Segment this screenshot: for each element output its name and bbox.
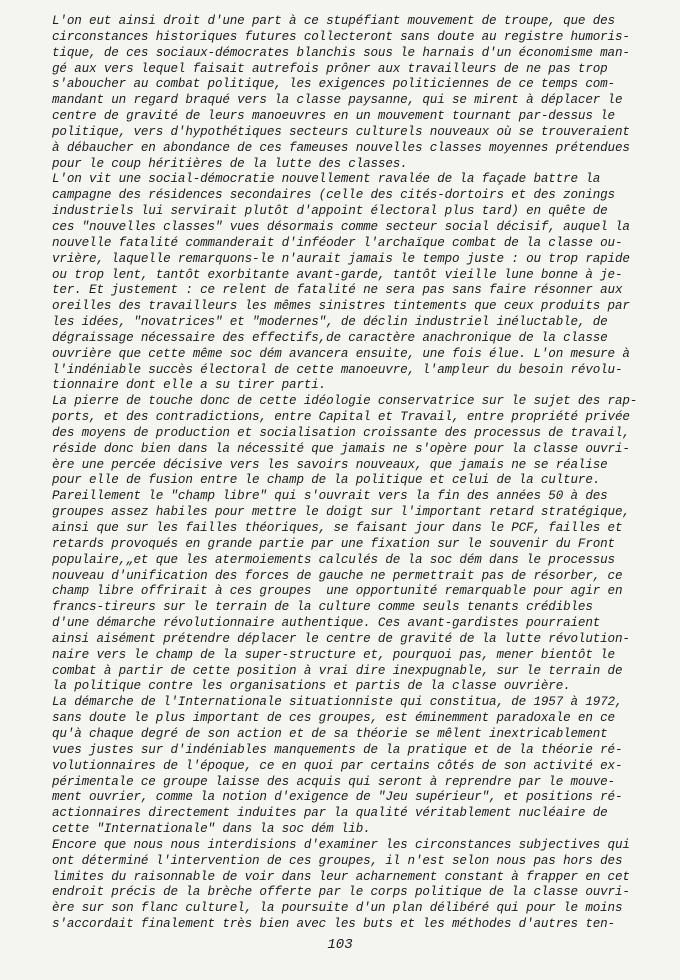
text-line: L'on vit une social-démocratie nouvellement ravalée de la façade battre la [52, 172, 601, 187]
text-line: s'accordait finalement très bien avec les buts et les méthodes d'autres ten- [52, 917, 615, 932]
text-line: pour le coup héritières de la lutte des classes. [52, 156, 408, 171]
text-line: les idées, "novatrices" et "modernes", de déclin industriel inéluctable, de [52, 315, 608, 330]
text-line: ainsi aisément prétendre déplacer le centre de gravité de la lutte révolution- [52, 631, 630, 646]
text-line: ère sur son flanc culturel, la poursuite d'un plan délibéré qui pour le moins [52, 901, 623, 916]
text-line: actionnaires directement induites par la qualité véritablement nucléaire de [52, 806, 608, 821]
text-line: ports, et des contradictions, entre Capital et Travail, entre propriété privée [52, 410, 630, 425]
text-line: endroit précis de la brèche offerte par le corps politique de la classe ouvri- [52, 885, 630, 900]
text-line: l'indéniable succès électoral de cette manoeuvre, l'ampleur du besoin révolu- [52, 362, 623, 377]
text-line: ment ouvrier, comme la notion d'exigence de "Jeu supérieur", et positions ré- [52, 790, 623, 805]
text-line: ainsi que sur les failles théoriques, se faisant jour dans le PCF, failles et [52, 521, 623, 535]
text-line: circonstances historiques futures collecteront sans doute au registre humoris- [52, 29, 630, 44]
text-line: ou trop lent, tantôt exorbitante avant-garde, tantôt vieille lune bonne à je- [52, 267, 623, 282]
text-line: tique, de ces sociaux-démocrates blanchis sous le harnais d'un économisme man- [52, 45, 630, 60]
text-line: périmentale ce groupe laisse des acquis qui seront à reprendre par le mouve- [52, 774, 615, 789]
text-line: des moyens de production et socialisation croissante des processus de travail, [52, 425, 630, 440]
text-line: nouveau d'unification des forces de gauche ne permettrait pas de résorber, ce [52, 568, 623, 583]
text-line: nouvelle fatalité commanderait d'inféoder l'archaïque combat de la classe ou- [52, 235, 623, 250]
text-line: champ libre offrirait à ces groupes une opportunité remarquable pour agir en [52, 584, 623, 599]
text-line: gé aux vers lequel faisait autrefois prôner aux travailleurs de ne pas trop [52, 61, 608, 76]
text-line: retards provoqués en grande partie par une fixation sur le souvenir du Front [52, 536, 615, 551]
text-line: à débaucher en abondance de ces fameuses nouvelles classes moyennes prétendues [52, 140, 630, 155]
text-line: limites du raisonnable de voir dans leur acharnement constant à frapper en cet [52, 869, 630, 884]
body-text [52, 14, 642, 933]
text-line: oreilles des travailleurs les mêmes sinistres tintements que ceux produits par [52, 299, 630, 314]
text-line: francs-tireurs sur le terrain de la culture comme seuls tenants crédibles [52, 600, 593, 615]
text-line: d'une démarche révolutionnaire authentique. Ces avant-gardistes pourraient [52, 616, 601, 631]
text-line: combat à partir de cette position à vrai dire inexpugnable, sur le terrain de [52, 663, 623, 678]
text-line: groupes assez habiles pour mettre le doigt sur l'important retard stratégique, [52, 505, 630, 520]
text-line: sans doute le plus important de ces groupes, est éminemment paradoxale en ce [52, 711, 615, 726]
text-line: campagne des résidences secondaires (celle des cités-dortoirs et des zonings [52, 188, 615, 203]
text-line: dégraissage nécessaire des effectifs,de caractère anachronique de la classe [52, 330, 608, 345]
text-line: pour elle de fusion entre le champ de la politique et celui de la culture. [52, 473, 601, 488]
text-line: La pierre de touche donc de cette idéologie conservatrice sur le sujet des rap- [52, 394, 638, 409]
text-line: volutionnaires de l'époque, ce en quoi par certains côtés de son activité ex- [52, 758, 623, 773]
text-line: populaire,„et que les atermoiements calculés de la soc dém dans le processus [52, 552, 615, 567]
text-line: la politique contre les organisations et partis de la classe ouvrière. [52, 679, 571, 694]
text-line: La démarche de l'Internationale situationniste qui constitua, de 1957 à 1972, [52, 695, 623, 710]
text-line: qu'à chaque degré de son action et de sa théorie se mêlent inextricablement [52, 726, 608, 741]
text-line: ter. Et justement : ce relent de fatalité ne sera pas sans faire résonner aux [52, 283, 623, 298]
text-line: naire vers le champ de la super-structure et, pourquoi pas, mener bientôt le [52, 647, 615, 662]
text-line: L'on eut ainsi droit d'une part à ce stupéfiant mouvement de troupe, que des [52, 14, 615, 28]
text-line: cette "Internationale" dans la soc dém lib. [52, 822, 371, 837]
text-line: industriels lui servirait plutôt d'appoint électoral plus tard) en quête de [52, 204, 608, 219]
page-number: 103 [327, 937, 353, 953]
text-line: ces "nouvelles classes" vues désormais comme secteur social décisif, auquel la [52, 219, 630, 234]
text-line: ouvrière que cette même soc dém avancera ensuite, une fois élue. L'on mesure à [52, 346, 630, 361]
text-line: vrière, laquelle remarquons-le n'aurait jamais le tempo juste : ou trop rapide [52, 251, 630, 266]
text-line: ère une percée décisive vers les savoirs nouveaux, que jamais ne se réalise [52, 457, 608, 472]
text-line: s'aboucher au combat politique, les exigences politiciennes de ce temps com- [52, 77, 615, 92]
text-line: ont déterminé l'intervention de ces groupes, il n'est selon nous pas hors des [52, 853, 623, 868]
text-line: Encore que nous nous interdisions d'examiner les circonstances subjectives qui [52, 837, 630, 852]
text-line: mandant un regard braqué vers la classe paysanne, qui se mirent à déplacer le [52, 93, 623, 108]
text-line: centre de gravité de leurs manoeuvres en un mouvement tournant par-dessus le [52, 109, 615, 124]
text-line: Pareillement le "champ libre" qui s'ouvrait vers la fin des années 50 à des [52, 489, 608, 504]
text-line: réside donc bien dans la nécessité que jamais ne s'opère pour la classe ouvri- [52, 441, 630, 456]
text-line: vues justes sur d'indéniables manquements de la pratique et de la théorie ré- [52, 742, 623, 757]
text-line: tionnaire dont elle a su tirer parti. [52, 378, 327, 393]
text-line: politique, vers d'hypothétiques secteurs culturels nouveaux où se trouveraient [52, 124, 630, 139]
